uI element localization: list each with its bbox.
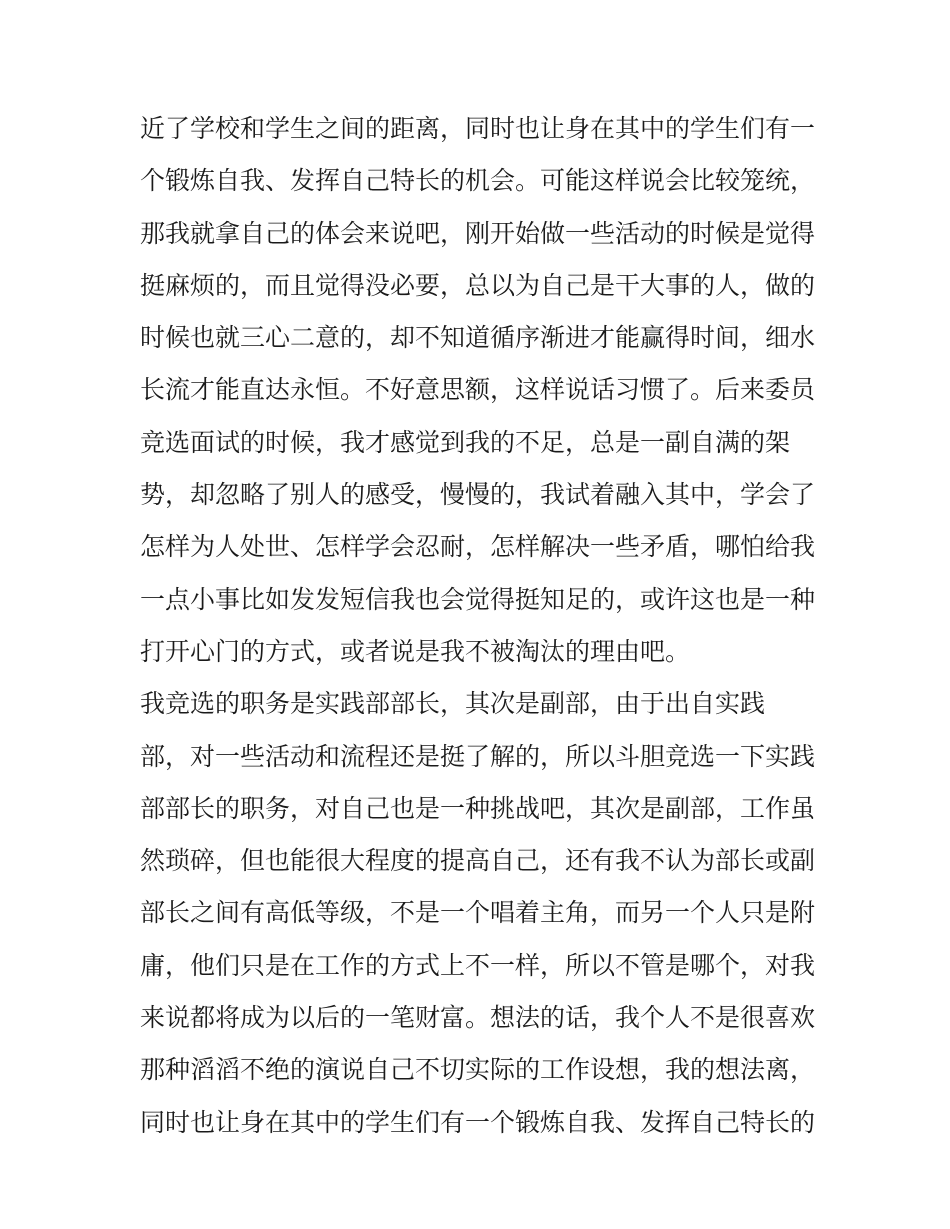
text-line: 那种滔滔不绝的演说自己不切实际的工作设想，我的想法离， [140,1055,816,1085]
text-line: 那我就拿自己的体会来说吧，刚开始做一些活动的时候是觉得 [140,218,816,248]
text-line: 我竞选的职务是实践部部长，其次是副部，由于出自实践 [140,689,766,719]
body-text [140,103,830,1149]
text-line: 部，对一些活动和流程还是挺了解的，所以斗胆竞选一下实践 [140,741,816,771]
text-line: 部部长的职务，对自己也是一种挑战吧，其次是副部，工作虽 [140,793,816,823]
text-line: 怎样为人处世、怎样学会忍耐，怎样解决一些矛盾，哪怕给我 [140,532,816,562]
text-line: 长流才能直达永恒。不好意思额，这样说话习惯了。后来委员 [140,375,816,405]
text-line: 挺麻烦的，而且觉得没必要，总以为自己是干大事的人，做的 [140,270,816,300]
text-line: 竞选面试的时候，我才感觉到我的不足，总是一副自满的架 [140,427,791,457]
text-line: 同时也让身在其中的学生们有一个锻炼自我、发挥自己特长的 [140,1107,816,1137]
text-line: 时候也就三心二意的，却不知道循序渐进才能赢得时间，细水 [140,323,816,353]
text-line: 一点小事比如发发短信我也会觉得挺知足的，或许这也是一种 [140,584,816,614]
text-line: 部长之间有高低等级，不是一个唱着主角，而另一个人只是附 [140,898,816,928]
text-line: 势，却忽略了别人的感受，慢慢的，我试着融入其中，学会了 [140,480,816,510]
text-line: 来说都将成为以后的一笔财富。想法的话，我个人不是很喜欢 [140,1003,816,1033]
text-line: 庸，他们只是在工作的方式上不一样，所以不管是哪个，对我 [140,950,816,980]
text-line: 近了学校和学生之间的距离，同时也让身在其中的学生们有一 [140,114,816,143]
text-line: 个锻炼自我、发挥自己特长的机会。可能这样说会比较笼统， [140,166,816,196]
text-line: 打开心门的方式，或者说是我不被淘汰的理由吧。 [140,636,691,666]
text-line: 然琐碎，但也能很大程度的提高自己，还有我不认为部长或副 [140,846,816,876]
